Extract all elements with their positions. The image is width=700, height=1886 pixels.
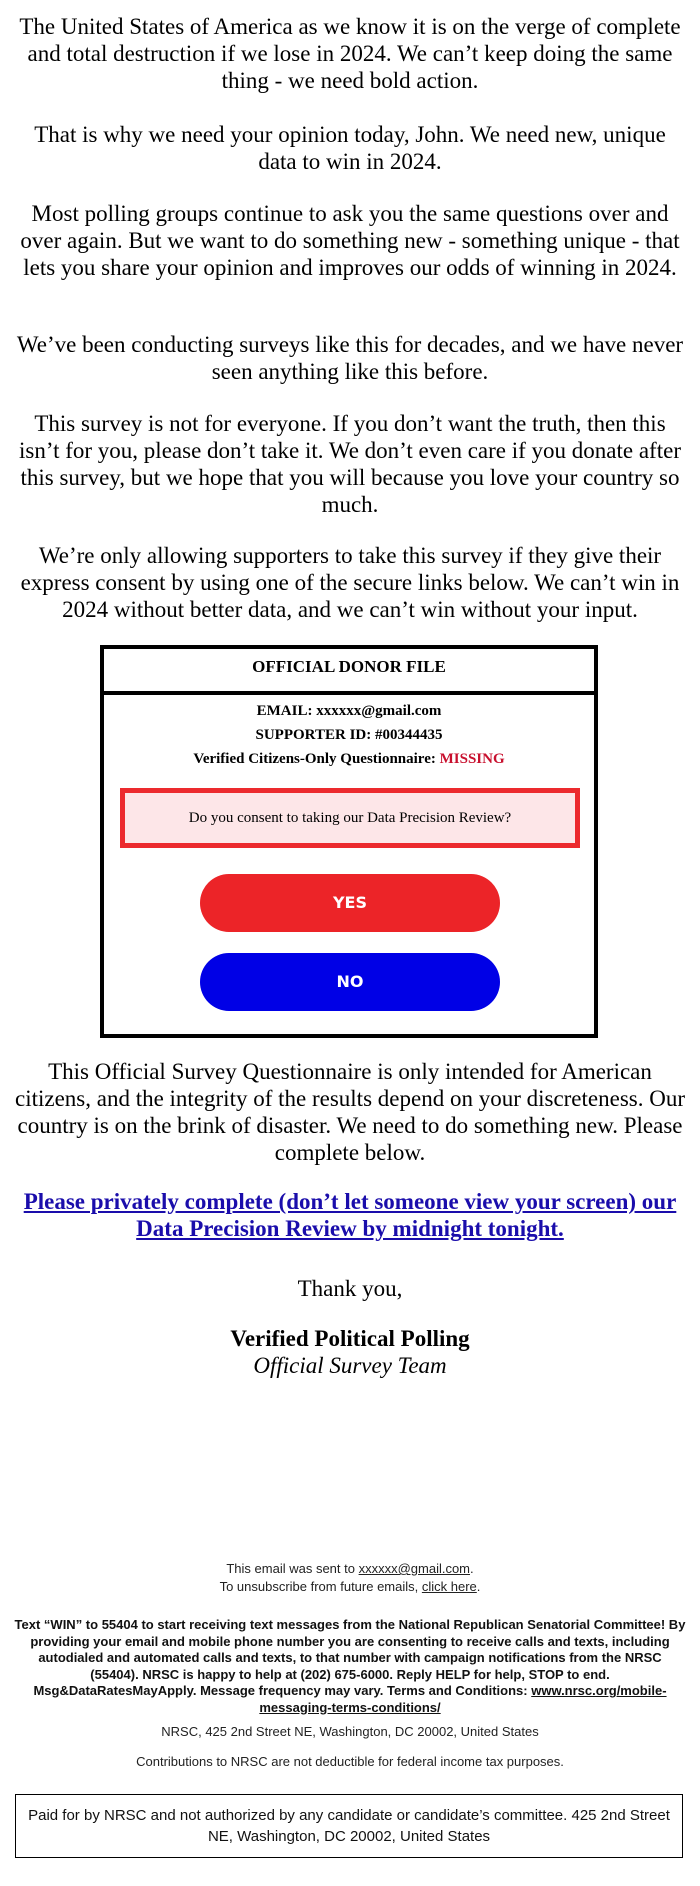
donor-file-details [104,695,594,771]
intro-paragraph-1: The United States of America as we know it is on the verge of complete and total destruction if we lose in 2024. We can’t keep doing the same thing - we need bold action. [19,14,681,93]
questionnaire-label: Verified Citizens-Only Questionnaire: [193,751,436,767]
supporter-id-label: SUPPORTER ID: [255,727,372,743]
email-value: xxxxxx@gmail.com [316,703,442,719]
consent-question-box [120,788,580,848]
questionnaire-status-line [104,747,594,771]
terms-conditions-link[interactable]: www.nrsc.org/mobile-messaging-terms-conditions/ [259,1683,667,1715]
sent-to-line [10,1560,690,1578]
sent-to-prefix: This email was sent to [226,1561,359,1576]
sms-disclaimer-text: Text “WIN” to 55404 to start receiving text messages from the National Republican Senatorial Committee! By providing your email and mobile phone number you are consenting to receive calls and texts, including autodialed and automated calls and texts, to that number with campaign notifications from the NRSC (55404). NRSC is happy to help at (202) 675-6000. Reply HELP for help, STOP to end. Msg&DataRatesMayApply. Message frequency may vary. Terms and Conditions: [14,1617,686,1698]
intro-paragraph-5: This survey is not for everyone. If you don’t want the truth, then this isn’t for you, please don’t take it. We don’t even care if you donate after this survey, but we hope that you will because you love your country so much. [19,411,681,517]
email-label: EMAIL: [256,703,313,719]
no-button[interactable] [200,953,500,1011]
cta-container [14,1188,686,1242]
no-button-label: NO [336,972,364,991]
paid-for-disclaimer-box [15,1794,683,1858]
intro-paragraph-2: That is why we need your opinion today, John. We need new, unique data to win in 2024. [34,122,666,174]
email-line [104,699,594,723]
sms-disclaimer [14,1617,686,1716]
recipient-email-link[interactable]: xxxxxx@gmail.com [358,1561,471,1576]
yes-button-label: YES [332,893,368,912]
thanks-text: Thank you, [297,1276,403,1301]
questionnaire-status-badge: MISSING [439,751,505,767]
signature-team: Official Survey Team [253,1353,447,1378]
unsubscribe-line [10,1578,690,1596]
official-donor-file-box [100,645,598,1038]
intro-paragraph-3: Most polling groups continue to ask you the same questions over and over again. But we want to do something new - something unique - that lets you share your opinion and improves our odds of winning in 2024. [20,201,680,280]
supporter-id-value: #00344435 [374,727,443,743]
intro-paragraph-4: We’ve been conducting surveys like this for decades, and we have never seen anything like this before. [16,332,684,384]
unsubscribe-prefix: To unsubscribe from future emails, [219,1579,422,1594]
unsubscribe-link[interactable]: click here [421,1579,477,1594]
data-precision-review-link[interactable]: Please privately complete (don’t let someone view your screen) our Data Precision Review by midnight tonight. [23,1189,677,1241]
intro-paragraph-6: We’re only allowing supporters to take this survey if they give their express consent by using one of the secure links below. We can’t win in 2024 without better data, and we can’t win without your input. [20,543,680,622]
unsubscribe-suffix: . [476,1579,481,1594]
signature-name: Verified Political Polling [230,1326,470,1351]
sent-to-suffix: . [470,1561,474,1576]
consent-question: Do you consent to taking our Data Precision Review? [188,810,512,826]
tax-notice: Contributions to NRSC are not deductible for federal income tax purposes. [136,1754,564,1769]
paid-for-disclaimer: Paid for by NRSC and not authorized by any candidate or candidate’s committee. 425 2nd Street NE, Washington, DC 20002, United States [28,1807,670,1845]
yes-button[interactable] [200,874,500,932]
supporter-id-line [104,723,594,747]
mailing-address: NRSC, 425 2nd Street NE, Washington, DC 20002, United States [161,1724,539,1739]
donor-file-title: OFFICIAL DONOR FILE [104,649,594,695]
closing-paragraph: This Official Survey Questionnaire is only intended for American citizens, and the integrity of the results depend on your discreteness. Our country is on the brink of disaster. We need to do something new. Please complete below. [14,1059,685,1165]
